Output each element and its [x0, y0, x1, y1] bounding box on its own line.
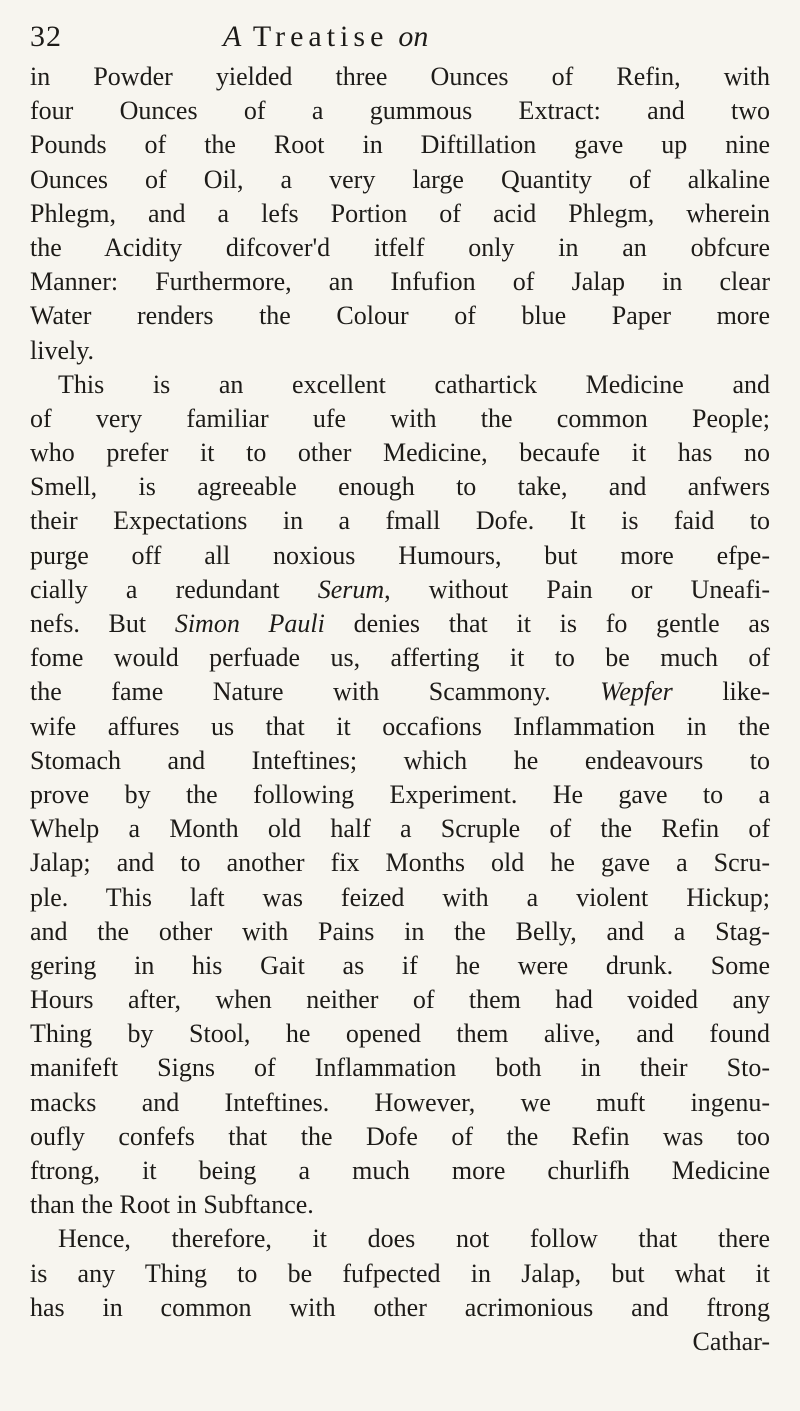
text-line: wife affures us that it occafions Inflammation in the	[30, 711, 770, 741]
text-line: Jalap; and to another fix Months old he gave a Scru-	[30, 848, 770, 878]
text-line: who prefer it to other Medicine, becaufe it has no	[30, 438, 770, 468]
paragraph-start-line: Hence, therefore, it does not follow that there	[58, 1224, 770, 1254]
text-line: Stomach and Inteftines; which he endeavours to	[30, 745, 770, 775]
text-line: Pounds of the Root in Diftillation gave up nine	[30, 130, 770, 160]
text-line: macks and Inteftines. However, we muft ingenu-	[30, 1087, 770, 1117]
italic-name-wepfer: Wepfer	[600, 677, 673, 707]
text-line: than the Root in Subftance.	[30, 1190, 314, 1220]
text-line: Whelp a Month old half a Scruple of the Refin of	[30, 814, 770, 844]
paragraph-start-line: This is an excellent cathartick Medicine and	[58, 369, 770, 399]
text-line: Hours after, when neither of them had voided any	[30, 985, 770, 1015]
text-line: is any Thing to be fufpected in Jalap, but what it	[30, 1258, 770, 1288]
running-head	[30, 14, 770, 60]
text-line	[30, 675, 770, 709]
text-line: Water renders the Colour of blue Paper more	[30, 301, 770, 331]
italic-term-serum: Serum	[317, 574, 385, 604]
text-line: Smell, is agreeable enough to take, and anfwers	[30, 472, 770, 502]
text-line: four Ounces of a gummous Extract: and two	[30, 96, 770, 126]
text-line: purge off all noxious Humours, but more efpe-	[30, 540, 770, 570]
text-line: fome would perfuade us, afferting it to be much of	[30, 643, 770, 673]
text-line: of very familiar ufe with the common People;	[30, 403, 770, 433]
text-line: ftrong, it being a much more churlifh Medicine	[30, 1156, 770, 1185]
italic-name-simon-pauli: Simon Pauli	[174, 609, 325, 638]
text-line: in Powder yielded three Ounces of Refin, with	[30, 62, 770, 91]
page-number: 32	[30, 20, 62, 53]
running-title-suffix: on	[398, 20, 429, 53]
running-title	[223, 14, 428, 60]
body-text	[30, 60, 770, 1359]
text-segment: , without Pain or Uneafi-	[384, 574, 770, 604]
text-line: Ounces of Oil, a very large Quantity of alkaline	[30, 164, 770, 194]
text-line: and the other with Pains in the Belly, and a Stag-	[30, 916, 770, 946]
catchword: Cathar-	[692, 1326, 770, 1356]
text-line: their Expectations in a fmall Dofe. It is faid to	[30, 506, 770, 536]
text-line: ple. This laft was feized with a violent Hickup;	[30, 882, 770, 912]
text-line: the Acidity difcover'd itfelf only in an obfcure	[30, 232, 770, 262]
text-line: manifeft Signs of Inflammation both in their Sto-	[30, 1053, 770, 1083]
running-title-word: Treatise	[252, 20, 389, 53]
text-segment: cially a redundant	[30, 574, 318, 604]
text-line: Phlegm, and a lefs Portion of acid Phlegm, wherein	[30, 198, 770, 228]
text-segment: like-	[672, 677, 770, 707]
text-line	[30, 607, 770, 641]
text-line: gering in his Gait as if he were drunk. Some	[30, 950, 770, 980]
text-line: has in common with other acrimonious and ftrong	[30, 1292, 770, 1322]
text-line: oufly confefs that the Dofe of the Refin was too	[30, 1121, 770, 1151]
text-segment: the fame Nature with Scammony.	[30, 677, 601, 707]
text-line	[30, 573, 770, 607]
text-line: lively.	[30, 335, 95, 365]
text-line: Thing by Stool, he opened them alive, and found	[30, 1019, 770, 1049]
running-title-prefix: A	[223, 20, 242, 53]
text-line: prove by the following Experiment. He gave to a	[30, 779, 770, 809]
text-line: Manner: Furthermore, an Infufion of Jalap in clear	[30, 267, 770, 297]
text-segment: denies that it is fo gentle as	[324, 609, 770, 638]
text-segment: nefs. But	[30, 609, 175, 638]
